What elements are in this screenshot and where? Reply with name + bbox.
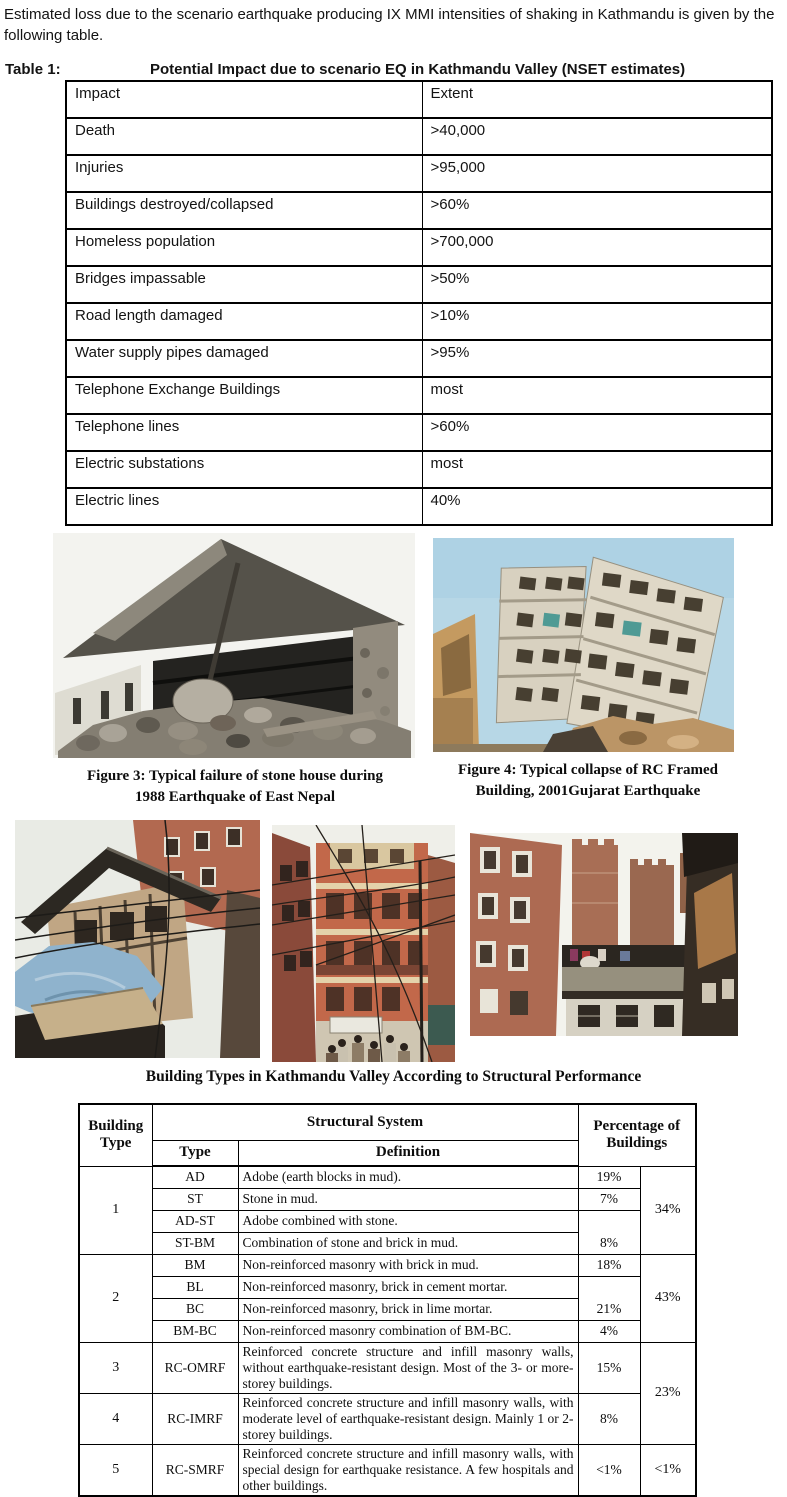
extent-cell: >95,000 — [422, 155, 772, 192]
type-header: Type — [152, 1140, 238, 1166]
definition-cell: Adobe combined with stone. — [238, 1210, 578, 1232]
figure4-caption-line2: Building, 2001Gujarat Earthquake — [475, 783, 701, 799]
table-row — [79, 1393, 696, 1444]
street-photo-1 — [15, 820, 260, 1058]
percentage-cell: 15% — [578, 1342, 640, 1393]
building-type-cell: 2 — [79, 1254, 152, 1342]
impact-cell: Buildings destroyed/collapsed — [66, 192, 422, 229]
table-header-row — [79, 1104, 696, 1140]
table-row — [66, 340, 772, 377]
group-percentage-cell: 34% — [640, 1166, 696, 1254]
group-percentage-cell: 23% — [640, 1342, 696, 1444]
building-type-cell: 3 — [79, 1342, 152, 1393]
table-row — [66, 377, 772, 414]
table-row — [79, 1166, 696, 1188]
building-type-cell: 1 — [79, 1166, 152, 1254]
definition-cell: Reinforced concrete structure and infill masonry walls, with special design for earthquake resistance. A few hospitals and other buildings. — [238, 1444, 578, 1496]
impact-cell: Telephone lines — [66, 414, 422, 451]
building-type-header: Building Type — [79, 1104, 152, 1166]
definition-cell: Non-reinforced masonry, brick in cement mortar. — [238, 1276, 578, 1298]
table-row — [79, 1210, 696, 1232]
definition-cell: Non-reinforced masonry, brick in lime mortar. — [238, 1298, 578, 1320]
type-cell: AD-ST — [152, 1210, 238, 1232]
figure4-caption — [438, 760, 738, 802]
group-percentage-cell: <1% — [640, 1444, 696, 1496]
type-cell: BM-BC — [152, 1320, 238, 1342]
definition-cell: Non-reinforced masonry with brick in mud. — [238, 1254, 578, 1276]
percentage-cell: 19% — [578, 1166, 640, 1188]
impact-cell: Death — [66, 118, 422, 155]
type-cell: RC-OMRF — [152, 1342, 238, 1393]
table-row — [66, 229, 772, 266]
impact-table — [65, 80, 773, 526]
type-cell: BC — [152, 1298, 238, 1320]
table-row — [79, 1342, 696, 1393]
definition-cell: Stone in mud. — [238, 1188, 578, 1210]
definition-cell: Combination of stone and brick in mud. — [238, 1232, 578, 1254]
percentage-header: Percentage of Buildings — [578, 1104, 696, 1166]
figure3-caption — [55, 766, 415, 808]
table-row — [79, 1320, 696, 1342]
extent-column-header: Extent — [422, 81, 772, 118]
definition-cell: Reinforced concrete structure and infill masonry walls, without earthquake-resistant design. Most of the 3- or more-storey buildings. — [238, 1342, 578, 1393]
street-photo-2 — [272, 825, 455, 1062]
building-type-cell: 4 — [79, 1393, 152, 1444]
table1-title: Potential Impact due to scenario EQ in Kathmandu Valley (NSET estimates) — [150, 61, 686, 78]
percentage-cell: <1% — [578, 1444, 640, 1496]
table1-label: Table 1: — [5, 61, 61, 78]
table-row — [79, 1276, 696, 1298]
figure3-caption-line2: 1988 Earthquake of East Nepal — [134, 789, 336, 805]
extent-cell: >700,000 — [422, 229, 772, 266]
extent-cell: 40% — [422, 488, 772, 525]
building-type-cell: 5 — [79, 1444, 152, 1496]
impact-cell: Telephone Exchange Buildings — [66, 377, 422, 414]
extent-cell: >95% — [422, 340, 772, 377]
impact-cell: Water supply pipes damaged — [66, 340, 422, 377]
group-percentage-cell: 43% — [640, 1254, 696, 1342]
table-row — [79, 1444, 696, 1496]
extent-cell: >60% — [422, 192, 772, 229]
extent-cell: most — [422, 451, 772, 488]
table-row — [79, 1188, 696, 1210]
street-photo-3 — [470, 833, 738, 1036]
impact-cell: Electric substations — [66, 451, 422, 488]
structural-system-header: Structural System — [152, 1104, 578, 1140]
intro-paragraph: Estimated loss due to the scenario earthquake producing IX MMI intensities of shaking in Kathmandu is given by the following table. — [4, 6, 775, 44]
impact-cell: Injuries — [66, 155, 422, 192]
impact-cell: Homeless population — [66, 229, 422, 266]
definition-cell: Non-reinforced masonry combination of BM-BC. — [238, 1320, 578, 1342]
type-cell: ST-BM — [152, 1232, 238, 1254]
extent-cell: most — [422, 377, 772, 414]
figure3-photo — [53, 533, 415, 758]
type-cell: ST — [152, 1188, 238, 1210]
type-cell: BM — [152, 1254, 238, 1276]
type-cell: AD — [152, 1166, 238, 1188]
extent-cell: >50% — [422, 266, 772, 303]
figure4-caption-line1: Figure 4: Typical collapse of RC Framed — [458, 762, 718, 778]
impact-cell: Bridges impassable — [66, 266, 422, 303]
percentage-cell: 21% — [578, 1276, 640, 1320]
definition-header: Definition — [238, 1140, 578, 1166]
percentage-cell: 8% — [578, 1210, 640, 1254]
table-row — [66, 414, 772, 451]
table-row — [66, 266, 772, 303]
table-row — [66, 155, 772, 192]
table-row — [79, 1254, 696, 1276]
figure4-photo — [433, 538, 734, 752]
percentage-cell: 4% — [578, 1320, 640, 1342]
table-row — [66, 192, 772, 229]
definition-cell: Reinforced concrete structure and infill masonry walls, with moderate level of earthquake-resistant design. Mainly 1 or 2-storey buildings. — [238, 1393, 578, 1444]
type-cell: RC-SMRF — [152, 1444, 238, 1496]
extent-cell: >10% — [422, 303, 772, 340]
table-row — [66, 118, 772, 155]
type-cell: BL — [152, 1276, 238, 1298]
percentage-cell: 8% — [578, 1393, 640, 1444]
extent-cell: >40,000 — [422, 118, 772, 155]
impact-cell: Road length damaged — [66, 303, 422, 340]
extent-cell: >60% — [422, 414, 772, 451]
impact-cell: Electric lines — [66, 488, 422, 525]
definition-cell: Adobe (earth blocks in mud). — [238, 1166, 578, 1188]
table-row — [66, 488, 772, 525]
table-row — [66, 451, 772, 488]
table-header-row — [66, 81, 772, 118]
impact-column-header: Impact — [66, 81, 422, 118]
percentage-cell: 7% — [578, 1188, 640, 1210]
table-row — [66, 303, 772, 340]
figure3-caption-line1: Figure 3: Typical failure of stone house during — [87, 768, 383, 784]
percentage-cell: 18% — [578, 1254, 640, 1276]
building-types-table — [78, 1103, 697, 1497]
building-types-caption: Building Types in Kathmandu Valley According to Structural Performance — [145, 1068, 642, 1085]
type-cell: RC-IMRF — [152, 1393, 238, 1444]
